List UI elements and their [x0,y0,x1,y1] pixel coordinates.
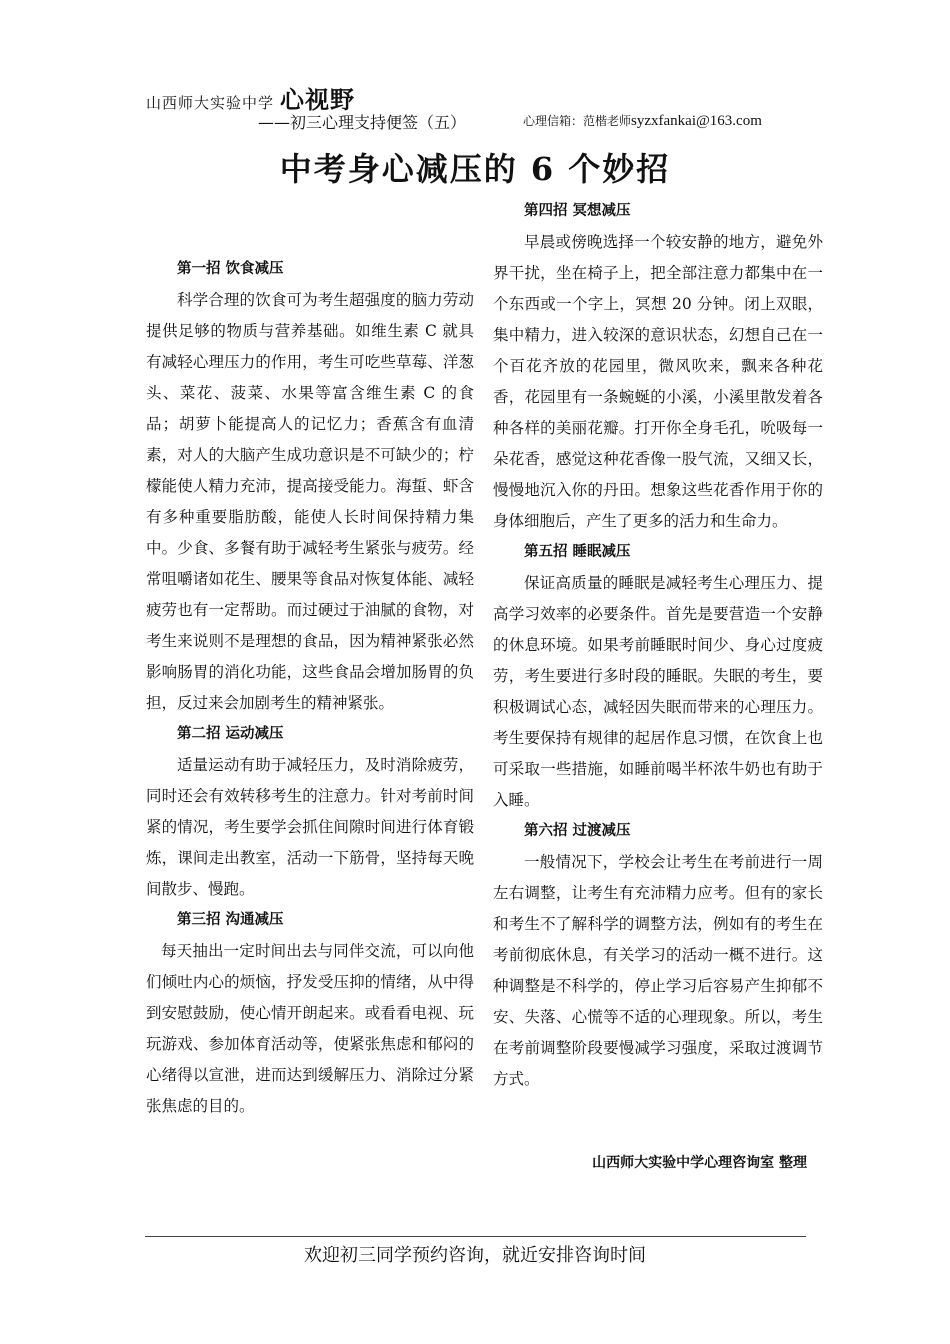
section-heading: 第三招 沟通减压 [177,912,284,928]
subtitle: ——初三心理支持便签（五） [258,113,467,132]
page-title: 中考身心减压的 6 个妙招 [279,150,671,188]
section-heading: 第五招 睡眠减压 [524,544,631,560]
mailbox-address: syzxfankai@163.com [631,113,762,129]
mailbox-label: 心理信箱：范楷老师 [523,114,632,128]
right-column [493,196,823,1095]
section-body: 适量运动有助于减轻压力，及时消除疲劳，同时还会有效转移考生的注意力。针对考前时间紧的情况，考生要学会抓住间隙时间进行体育锻炼，课间走出教室，活动一下筋骨，坚持每天晚间散步、慢跑。 [146,756,474,898]
footer-divider [145,1236,806,1237]
school-name: 山西师大实验中学 [146,94,275,112]
section-heading: 第一招 饮食减压 [177,261,284,277]
section-body: 科学合理的饮食可为考生超强度的脑力劳动提供足够的物质与营养基础。如维生素 C 就具有减轻心理压力的作用，考生可吃些草莓、洋葱头、菜花、菠菜、水果等富含维生素 C 的食品；胡萝卜能提高人的记忆力；香蕉含有血清素，对人的大脑产生成功意识是不可缺少的；柠檬能使人精力充沛，提高接受能力。海蜇、虾含有多种重要脂肪酸，能使人长时间保持精力集中。少食、多餐有助于减轻考生紧张与疲劳。经常咀嚼诸如花生、腰果等食品对恢复体能、减轻疲劳也有一定帮助。而过硬过于油腻的食物，对考生来说则不是理想的食品，因为精神紧张必然影响肠胃的消化功能，这些食品会增加肠胃的负担，反过来会加剧考生的精神紧张。 [146,291,474,712]
signature: 山西师大实验中学心理咨询室 整理 [592,1155,807,1171]
section-body: 早晨或傍晚选择一个较安静的地方，避免外界干扰，坐在椅子上，把全部注意力都集中在一个东西或一个字上，冥想 20 分钟。闭上双眼，集中精力，进入较深的意识状态，幻想自己在一个百花齐放的花园里，微风吹来，飘来各种花香，花园里有一条蜿蜒的小溪，小溪里散发着各种各样的美丽花瓣。打开你全身毛孔，吮吸每一朵花香，感觉这种花香像一股气流，又细又长，慢慢地沉入你的丹田。想象这些花香作用于你的身体细胞后，产生了更多的活力和生命力。 [493,233,823,530]
brand-title: 心视野 [280,86,356,114]
section-body: 每天抽出一定时间出去与同伴交流，可以向他们倾吐内心的烦恼，抒发受压抑的情绪，从中得到安慰鼓励，使心情开朗起来。或看看电视、玩玩游戏、参加体育活动等，使紧张焦虑和郁闷的心绪得以宣泄，进而达到缓解压力、消除过分紧张焦虑的目的。 [146,942,474,1115]
mailbox [523,112,762,130]
section-body: 一般情况下，学校会让考生在考前进行一周左右调整，让考生有充沛精力应考。但有的家长和考生不了解科学的调整方法，例如有的考生在考前彻底休息，有关学习的活动一概不进行。这种调整是不科学的，停止学习后容易产生抑郁不安、失落、心慌等不适的心理现象。所以，考生在考前调整阶段要慢减学习强度，采取过渡调节方式。 [493,853,823,1088]
section-heading: 第六招 过渡减压 [524,823,631,839]
section-body: 保证高质量的睡眠是减轻考生心理压力、提高学习效率的必要条件。首先是要营造一个安静的休息环境。如果考前睡眠时间少、身心过度疲劳，考生要进行多时段的睡眠。失眠的考生，要积极调试心态，减轻因失眠而带来的心理压力。考生要保持有规律的起居作息习惯，在饮食上也可采取一些措施，如睡前喝半杯浓牛奶也有助于入睡。 [493,574,823,809]
footer-note: 欢迎初三同学预约咨询，就近安排咨询时间 [304,1245,646,1266]
left-column [146,254,474,1122]
section-heading: 第二招 运动减压 [177,726,284,742]
section-heading: 第四招 冥想减压 [524,203,631,219]
